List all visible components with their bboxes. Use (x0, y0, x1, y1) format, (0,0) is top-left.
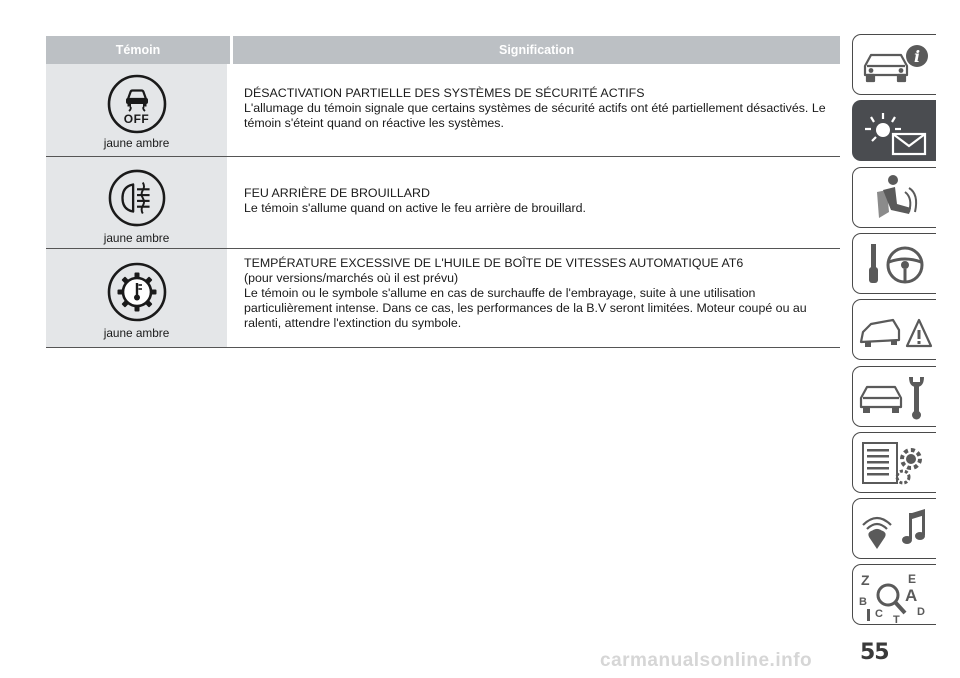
svg-text:T: T (893, 614, 900, 626)
car-info-icon (853, 35, 936, 95)
row-title: DÉSACTIVATION PARTIELLE DES SYSTÈMES DE SÉCURITÉ ACTIFS (244, 86, 645, 100)
warning-lights-table (46, 36, 840, 348)
lamp-color-label: jaune ambre (103, 326, 170, 340)
car-accident-warning-icon (853, 300, 936, 360)
tab-index[interactable] (852, 564, 936, 625)
tab-multimedia[interactable] (852, 498, 936, 559)
svg-text:C: C (875, 608, 883, 620)
row-title: TEMPÉRATURE EXCESSIVE DE L'HUILE DE BOÎTE DE VITESSES AUTOMATIQUE AT6 (244, 256, 744, 270)
table-row (46, 249, 840, 348)
multimedia-music-icon (853, 499, 936, 559)
description-cell (230, 249, 840, 347)
svg-text:B: B (859, 596, 867, 608)
car-maintenance-wrench-icon (853, 367, 936, 427)
alphabetical-index-icon (853, 565, 936, 625)
warning-light-message-icon (853, 101, 936, 161)
tab-warning-lights[interactable] (852, 100, 936, 161)
tab-maintenance[interactable] (852, 366, 936, 427)
description-cell (230, 157, 840, 248)
tab-technical-data[interactable] (852, 432, 936, 493)
row-body: Le témoin ou le symbole s'allume en cas de surchauffe de l'embrayage, suite à une utilisation particulièrement intense. Dans ce cas, les performances de la B.V seront limitées. Moteur coupé ou au ralenti, attendre l'extinction du symbole. (244, 286, 807, 330)
key-steering-wheel-icon (853, 234, 936, 294)
svg-text:A: A (905, 586, 918, 605)
row-body: Le témoin s'allume quand on active le feu arrière de brouillard. (244, 201, 586, 215)
gearbox-oil-temperature-lamp-icon (107, 262, 167, 322)
svg-text:Z: Z (861, 572, 870, 588)
lamp-cell (46, 64, 230, 156)
description-cell (230, 64, 840, 156)
row-body: L'allumage du témoin signale que certains systèmes de sécurité actifs ont été partiellement désactivés. Le témoin s'éteint quand on réactive les systèmes. (244, 101, 826, 130)
tab-emergency[interactable] (852, 299, 936, 360)
svg-text:D: D (917, 606, 925, 618)
watermark: carmanualsonline.info (600, 650, 813, 671)
rear-fog-light-lamp-icon (108, 169, 166, 227)
header-temoin: Témoin (46, 36, 233, 64)
tab-starting-driving[interactable] (852, 233, 936, 294)
lamp-cell (46, 157, 230, 248)
lamp-color-label: jaune ambre (103, 231, 170, 245)
table-header (46, 36, 840, 64)
page-number: 55 (860, 640, 889, 665)
table-row (46, 157, 840, 249)
seat-safety-icon (853, 168, 936, 228)
row-note: (pour versions/marchés où il est prévu) (244, 271, 459, 285)
lamp-color-label: jaune ambre (103, 136, 170, 150)
lamp-text-off: OFF (123, 112, 150, 126)
tab-car-info[interactable] (852, 34, 936, 95)
specs-list-gear-icon (853, 433, 936, 493)
tab-safety[interactable] (852, 167, 936, 228)
table-row (46, 64, 840, 157)
header-signification: Signification (499, 43, 574, 57)
lamp-cell (46, 249, 230, 347)
row-title: FEU ARRIÈRE DE BROUILLARD (244, 186, 430, 200)
svg-text:E: E (908, 572, 917, 586)
svg-text:i: i (913, 47, 921, 66)
